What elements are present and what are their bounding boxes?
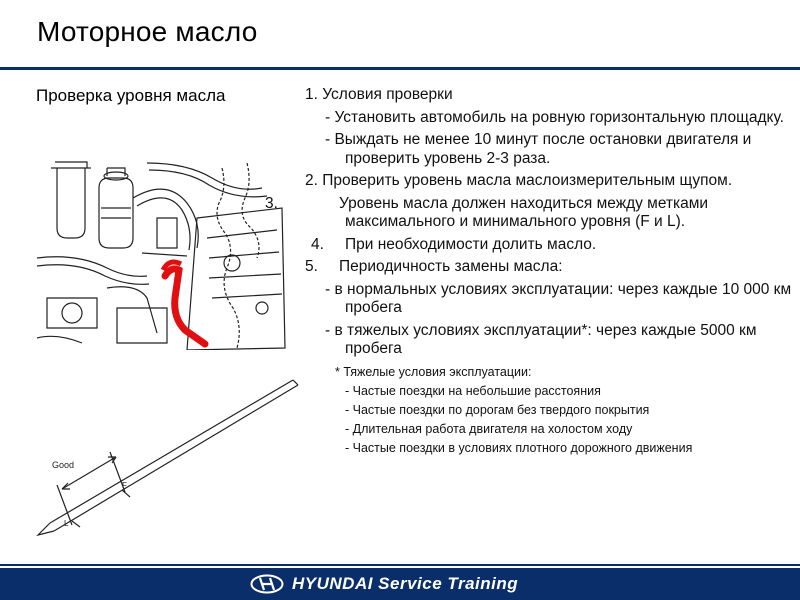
- item-5a: - в нормальных условиях эксплуатации: через каждые 10 000 км пробега: [325, 280, 792, 316]
- instructions: [265, 86, 795, 458]
- title-divider: [0, 67, 800, 70]
- item-4-text: При необходимости долить масло.: [345, 235, 597, 253]
- section-subtitle: Проверка уровня масла: [36, 86, 226, 105]
- item-1a: - Установить автомобиль на ровную горизонтальную площадку.: [325, 108, 784, 126]
- item-3-number: 3.: [265, 194, 278, 212]
- item-1b: - Выждать не менее 10 минут после остановки двигателя и проверить уровень 2-3 раза.: [325, 131, 752, 167]
- item-4-number: 4.: [311, 235, 324, 253]
- note-item: - Частые поездки в условиях плотного дорожного движения: [345, 440, 693, 455]
- item-4: [305, 236, 795, 255]
- footer-line: [0, 564, 800, 566]
- dipstick-good-label: Good: [52, 460, 75, 470]
- hyundai-logo-icon: [250, 574, 284, 594]
- item-5b: - в тяжелых условиях эксплуатации*: через каждые 5000 км пробега: [325, 321, 757, 357]
- item-3: [265, 194, 795, 232]
- item-1: 1. Условия проверки: [305, 86, 453, 103]
- item-5: [305, 258, 795, 277]
- item-5-number: 5.: [305, 258, 318, 275]
- note-item: - Частые поездки по дорогам без твердого покрытия: [345, 402, 650, 417]
- note-title: * Тяжелые условия эксплуатации:: [335, 364, 532, 379]
- item-3-text: Уровень масла должен находиться между метками максимального и минимального уровня (F и L).: [339, 194, 709, 230]
- note-item: - Частые поездки на небольшие расстояния: [345, 383, 601, 398]
- note-item: - Длительная работа двигателя на холостом ходу: [345, 421, 633, 436]
- dipstick-diagram: [30, 375, 300, 540]
- engine-bay-illustration: [37, 158, 287, 350]
- footer-brand: [250, 572, 518, 596]
- dipstick-l-mark: L: [64, 519, 69, 528]
- dipstick-f-mark: F: [122, 481, 127, 490]
- item-5-text: Периодичность замены масла:: [339, 258, 563, 275]
- page-title: Моторное масло: [37, 16, 258, 47]
- item-2: 2. Проверить уровень масла маслоизмерительным щупом.: [305, 172, 733, 189]
- footer-brand-text: HYUNDAI Service Training: [292, 574, 519, 593]
